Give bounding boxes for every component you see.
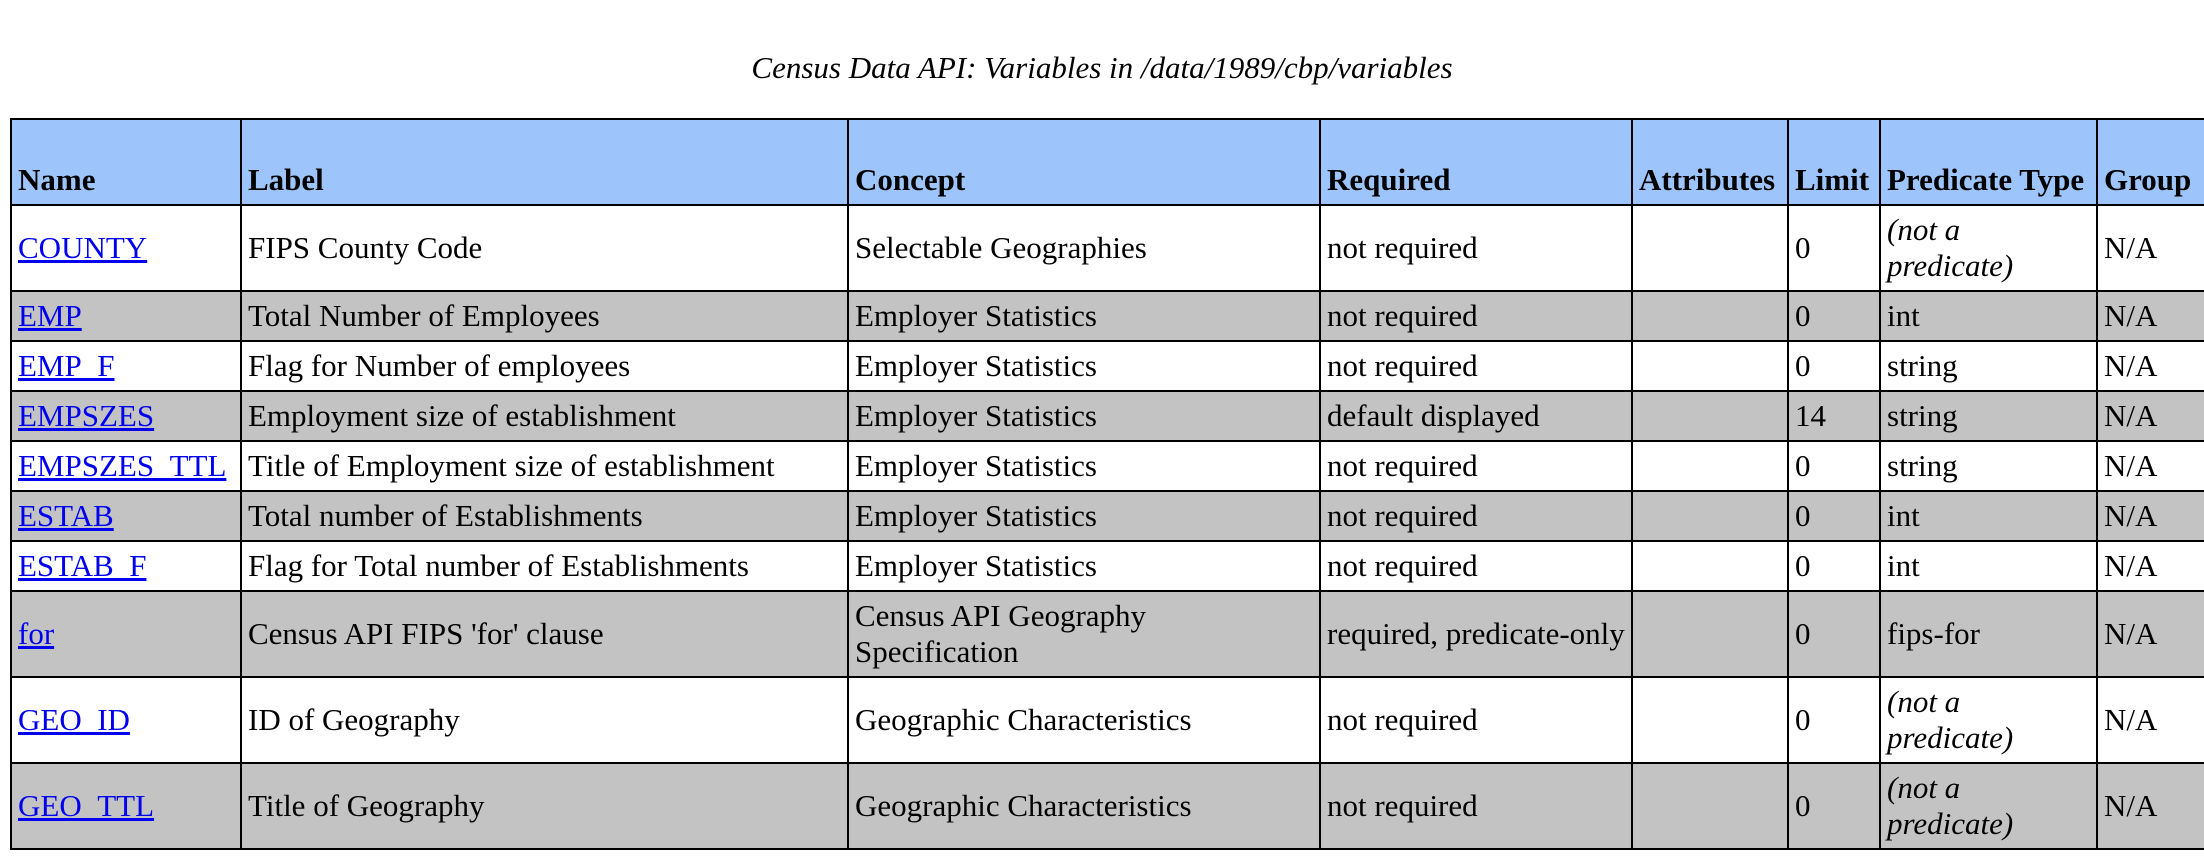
cell-limit: 0 xyxy=(1788,763,1880,849)
cell-name xyxy=(11,591,241,677)
variable-link[interactable]: COUNTY xyxy=(18,230,148,265)
cell-label: Employment size of establishment xyxy=(241,391,848,441)
cell-attributes xyxy=(1632,491,1788,541)
cell-limit: 0 xyxy=(1788,677,1880,763)
cell-label: Total number of Establishments xyxy=(241,491,848,541)
cell-limit: 0 xyxy=(1788,491,1880,541)
cell-limit: 0 xyxy=(1788,341,1880,391)
cell-group: N/A xyxy=(2097,491,2204,541)
cell-attributes xyxy=(1632,677,1788,763)
table-row xyxy=(11,341,2204,391)
cell-predicate-type xyxy=(1880,763,2097,849)
table-row xyxy=(11,291,2204,341)
column-header-limit: Limit xyxy=(1788,119,1880,205)
cell-name xyxy=(11,763,241,849)
cell-attributes xyxy=(1632,391,1788,441)
cell-label: Title of Geography xyxy=(241,763,848,849)
cell-attributes xyxy=(1632,591,1788,677)
cell-group: N/A xyxy=(2097,541,2204,591)
cell-concept: Employer Statistics xyxy=(848,541,1320,591)
cell-name xyxy=(11,391,241,441)
table-row xyxy=(11,591,2204,677)
variables-table xyxy=(10,118,2204,850)
variable-link[interactable]: EMP_F xyxy=(18,348,115,383)
variable-link[interactable]: EMPSZES_TTL xyxy=(18,448,227,483)
table-row xyxy=(11,491,2204,541)
cell-name xyxy=(11,291,241,341)
cell-label: Flag for Total number of Establishments xyxy=(241,541,848,591)
cell-required: not required xyxy=(1320,541,1632,591)
cell-group: N/A xyxy=(2097,441,2204,491)
table-row xyxy=(11,763,2204,849)
cell-group: N/A xyxy=(2097,341,2204,391)
variable-link[interactable]: GEO_TTL xyxy=(18,788,155,823)
cell-required: not required xyxy=(1320,291,1632,341)
cell-concept: Geographic Characteristics xyxy=(848,763,1320,849)
cell-group: N/A xyxy=(2097,677,2204,763)
cell-attributes xyxy=(1632,441,1788,491)
table-row xyxy=(11,205,2204,291)
cell-name xyxy=(11,541,241,591)
variable-link[interactable]: GEO_ID xyxy=(18,702,130,737)
cell-label: Census API FIPS 'for' clause xyxy=(241,591,848,677)
cell-name xyxy=(11,341,241,391)
cell-concept: Geographic Characteristics xyxy=(848,677,1320,763)
column-header-required: Required xyxy=(1320,119,1632,205)
variable-link[interactable]: EMP xyxy=(18,298,82,333)
cell-concept: Employer Statistics xyxy=(848,291,1320,341)
cell-required: not required xyxy=(1320,763,1632,849)
cell-attributes xyxy=(1632,341,1788,391)
cell-required: default displayed xyxy=(1320,391,1632,441)
cell-label: ID of Geography xyxy=(241,677,848,763)
cell-predicate-type: string xyxy=(1880,391,2097,441)
column-header-name: Name xyxy=(11,119,241,205)
cell-attributes xyxy=(1632,763,1788,849)
cell-concept: Employer Statistics xyxy=(848,441,1320,491)
table-row xyxy=(11,677,2204,763)
cell-name xyxy=(11,491,241,541)
column-header-attributes: Attributes xyxy=(1632,119,1788,205)
cell-attributes xyxy=(1632,205,1788,291)
cell-limit: 0 xyxy=(1788,291,1880,341)
cell-name xyxy=(11,677,241,763)
cell-predicate-type xyxy=(1880,205,2097,291)
cell-concept: Employer Statistics xyxy=(848,341,1320,391)
cell-predicate-type: int xyxy=(1880,291,2097,341)
cell-name xyxy=(11,441,241,491)
variable-link[interactable]: ESTAB_F xyxy=(18,548,147,583)
cell-concept: Census API Geography Specification xyxy=(848,591,1320,677)
predicate-type-note: (not a predicate) xyxy=(1887,212,2014,283)
table-row xyxy=(11,391,2204,441)
cell-group: N/A xyxy=(2097,763,2204,849)
cell-concept: Employer Statistics xyxy=(848,391,1320,441)
column-header-predicate-type: Predicate Type xyxy=(1880,119,2097,205)
cell-label: Title of Employment size of establishment xyxy=(241,441,848,491)
table-body xyxy=(11,205,2204,849)
cell-label: Total Number of Employees xyxy=(241,291,848,341)
cell-required: required, predicate-only xyxy=(1320,591,1632,677)
cell-label: FIPS County Code xyxy=(241,205,848,291)
variable-link[interactable]: for xyxy=(18,616,55,651)
cell-limit: 14 xyxy=(1788,391,1880,441)
cell-concept: Employer Statistics xyxy=(848,491,1320,541)
table-row xyxy=(11,541,2204,591)
cell-limit: 0 xyxy=(1788,591,1880,677)
cell-limit: 0 xyxy=(1788,441,1880,491)
column-header-group: Group xyxy=(2097,119,2204,205)
column-header-concept: Concept xyxy=(848,119,1320,205)
cell-group: N/A xyxy=(2097,591,2204,677)
cell-group: N/A xyxy=(2097,391,2204,441)
cell-predicate-type: int xyxy=(1880,541,2097,591)
cell-required: not required xyxy=(1320,341,1632,391)
column-header-label: Label xyxy=(241,119,848,205)
cell-predicate-type xyxy=(1880,677,2097,763)
cell-attributes xyxy=(1632,291,1788,341)
cell-predicate-type: string xyxy=(1880,341,2097,391)
predicate-type-note: (not a predicate) xyxy=(1887,684,2014,755)
cell-predicate-type: fips-for xyxy=(1880,591,2097,677)
cell-required: not required xyxy=(1320,677,1632,763)
cell-required: not required xyxy=(1320,205,1632,291)
cell-name xyxy=(11,205,241,291)
cell-required: not required xyxy=(1320,441,1632,491)
variable-link[interactable]: ESTAB xyxy=(18,498,114,533)
table-caption: Census Data API: Variables in /data/1989/cbp/variables xyxy=(751,50,1453,85)
header-row xyxy=(11,119,2204,205)
cell-limit: 0 xyxy=(1788,205,1880,291)
cell-label: Flag for Number of employees xyxy=(241,341,848,391)
cell-limit: 0 xyxy=(1788,541,1880,591)
cell-attributes xyxy=(1632,541,1788,591)
predicate-type-note: (not a predicate) xyxy=(1887,770,2014,841)
table-row xyxy=(11,441,2204,491)
cell-required: not required xyxy=(1320,491,1632,541)
cell-concept: Selectable Geographies xyxy=(848,205,1320,291)
cell-predicate-type: int xyxy=(1880,491,2097,541)
cell-predicate-type: string xyxy=(1880,441,2097,491)
variable-link[interactable]: EMPSZES xyxy=(18,398,155,433)
cell-group: N/A xyxy=(2097,291,2204,341)
cell-group: N/A xyxy=(2097,205,2204,291)
